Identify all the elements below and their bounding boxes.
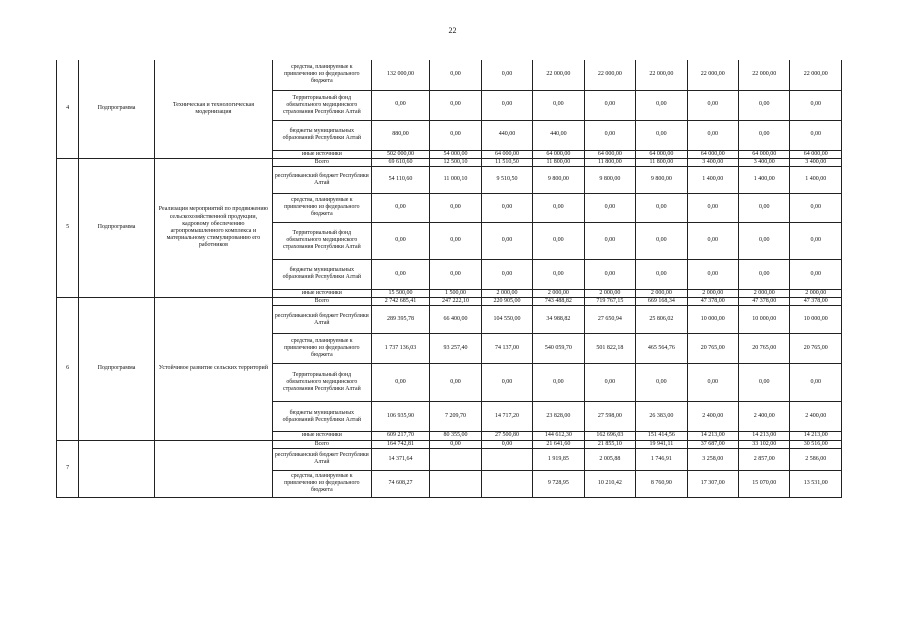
funding-source: средства, планируемые к привлечению из федерального бюджета [272, 470, 371, 497]
table-row [57, 440, 842, 448]
amount-cell: 0,00 [739, 364, 790, 402]
amount-cell: 23 828,00 [533, 402, 584, 432]
amount-cell: 0,00 [371, 259, 430, 289]
amount-cell: 0,00 [430, 90, 481, 120]
amount-cell: 47 378,00 [790, 298, 842, 306]
amount-cell: 8 760,90 [636, 470, 687, 497]
amount-cell: 0,00 [371, 90, 430, 120]
amount-cell: 22 000,00 [584, 60, 635, 90]
amount-cell: 0,00 [481, 364, 532, 402]
program-name [154, 440, 272, 497]
amount-cell: 0,00 [790, 90, 842, 120]
table-row [57, 60, 842, 90]
amount-cell: 22 000,00 [636, 60, 687, 90]
amount-cell: 2 857,00 [739, 448, 790, 470]
amount-cell: 14 213,00 [790, 432, 842, 440]
funding-source: Всего [272, 440, 371, 448]
amount-cell: 0,00 [481, 90, 532, 120]
amount-cell: 1 400,00 [739, 166, 790, 193]
funding-source: республиканский бюджет Республики Алтай [272, 448, 371, 470]
amount-cell: 106 935,90 [371, 402, 430, 432]
amount-cell: 19 941,11 [636, 440, 687, 448]
amount-cell: 9 510,50 [481, 166, 532, 193]
amount-cell: 0,00 [481, 222, 532, 259]
amount-cell: 64 000,00 [533, 150, 584, 158]
amount-cell: 64 000,00 [481, 150, 532, 158]
amount-cell: 1 400,00 [687, 166, 738, 193]
amount-cell: 1 500,00 [430, 289, 481, 297]
amount-cell: 74 608,27 [371, 470, 430, 497]
amount-cell: 10 210,42 [584, 470, 635, 497]
amount-cell: 12 500,10 [430, 158, 481, 166]
row-number: 4 [57, 60, 79, 158]
funding-source: Территориальный фонд обязательного медицинского страхования Республики Алтай [272, 222, 371, 259]
amount-cell: 47 378,00 [739, 298, 790, 306]
amount-cell: 0,00 [371, 222, 430, 259]
amount-cell: 0,00 [481, 60, 532, 90]
amount-cell: 0,00 [481, 259, 532, 289]
amount-cell: 14 213,00 [739, 432, 790, 440]
category-type: Подпрограмма [79, 60, 155, 158]
amount-cell: 0,00 [430, 222, 481, 259]
amount-cell: 27 598,00 [584, 402, 635, 432]
amount-cell: 37 687,00 [687, 440, 738, 448]
amount-cell: 0,00 [636, 364, 687, 402]
amount-cell: 162 696,03 [584, 432, 635, 440]
amount-cell: 465 564,76 [636, 334, 687, 364]
amount-cell: 0,00 [790, 259, 842, 289]
funding-source: Всего [272, 158, 371, 166]
amount-cell: 14 371,64 [371, 448, 430, 470]
amount-cell: 64 000,00 [636, 150, 687, 158]
amount-cell: 22 000,00 [790, 60, 842, 90]
amount-cell: 2 000,00 [687, 289, 738, 297]
amount-cell: 11 510,50 [481, 158, 532, 166]
amount-cell: 1 746,91 [636, 448, 687, 470]
amount-cell: 26 383,00 [636, 402, 687, 432]
amount-cell: 17 307,00 [687, 470, 738, 497]
amount-cell: 144 612,30 [533, 432, 584, 440]
amount-cell: 0,00 [687, 259, 738, 289]
amount-cell: 27 650,94 [584, 306, 635, 334]
amount-cell: 0,00 [636, 222, 687, 259]
amount-cell: 0,00 [790, 193, 842, 222]
amount-cell: 440,00 [533, 120, 584, 150]
amount-cell: 47 378,00 [687, 298, 738, 306]
amount-cell: 0,00 [790, 222, 842, 259]
funding-source: Территориальный фонд обязательного медицинского страхования Республики Алтай [272, 364, 371, 402]
amount-cell: 0,00 [533, 364, 584, 402]
amount-cell: 9 800,00 [533, 166, 584, 193]
amount-cell: 719 767,15 [584, 298, 635, 306]
amount-cell: 15 070,00 [739, 470, 790, 497]
amount-cell: 0,00 [636, 193, 687, 222]
amount-cell: 80 355,00 [430, 432, 481, 440]
program-name: Техническая и технологическая модернизация [154, 60, 272, 158]
row-number: 5 [57, 158, 79, 297]
amount-cell: 2 586,00 [790, 448, 842, 470]
amount-cell: 3 400,00 [739, 158, 790, 166]
amount-cell: 2 000,00 [790, 289, 842, 297]
funding-source: иные источники [272, 432, 371, 440]
amount-cell: 104 550,00 [481, 306, 532, 334]
amount-cell: 30 516,00 [790, 440, 842, 448]
amount-cell: 0,00 [636, 120, 687, 150]
amount-cell: 2 000,00 [584, 289, 635, 297]
amount-cell: 247 222,10 [430, 298, 481, 306]
funding-source: республиканский бюджет Республики Алтай [272, 166, 371, 193]
funding-source: средства, планируемые к привлечению из федерального бюджета [272, 334, 371, 364]
amount-cell [430, 470, 481, 497]
amount-cell: 15 500,00 [371, 289, 430, 297]
amount-cell: 0,00 [533, 90, 584, 120]
amount-cell: 220 905,00 [481, 298, 532, 306]
program-name: Устойчивое развитие сельских территорий [154, 298, 272, 440]
amount-cell: 25 806,02 [636, 306, 687, 334]
amount-cell: 0,00 [739, 193, 790, 222]
program-name: Реализация мероприятий по продвижению сельскохозяйственной продукции, кадровому обеспечению агропромышленного комплекса и материальному стимулированию его работников [154, 158, 272, 297]
amount-cell: 669 168,34 [636, 298, 687, 306]
amount-cell: 2 000,00 [533, 289, 584, 297]
amount-cell: 0,00 [790, 364, 842, 402]
amount-cell: 10 000,00 [687, 306, 738, 334]
amount-cell: 0,00 [371, 364, 430, 402]
amount-cell: 502 000,00 [371, 150, 430, 158]
amount-cell: 3 258,00 [687, 448, 738, 470]
amount-cell: 2 000,00 [739, 289, 790, 297]
amount-cell: 0,00 [430, 60, 481, 90]
amount-cell: 74 137,00 [481, 334, 532, 364]
amount-cell: 27 500,80 [481, 432, 532, 440]
amount-cell: 0,00 [584, 222, 635, 259]
amount-cell: 22 000,00 [533, 60, 584, 90]
amount-cell: 10 000,00 [790, 306, 842, 334]
amount-cell: 540 059,70 [533, 334, 584, 364]
funding-source: иные источники [272, 289, 371, 297]
amount-cell: 0,00 [687, 193, 738, 222]
amount-cell: 14 717,20 [481, 402, 532, 432]
amount-cell: 0,00 [533, 193, 584, 222]
amount-cell: 2 742 685,41 [371, 298, 430, 306]
amount-cell: 0,00 [584, 193, 635, 222]
amount-cell [481, 470, 532, 497]
table-row [57, 298, 842, 306]
amount-cell: 13 531,00 [790, 470, 842, 497]
amount-cell: 0,00 [739, 222, 790, 259]
amount-cell: 7 209,70 [430, 402, 481, 432]
amount-cell: 0,00 [430, 364, 481, 402]
amount-cell: 2 400,00 [790, 402, 842, 432]
amount-cell: 880,00 [371, 120, 430, 150]
amount-cell: 33 102,00 [739, 440, 790, 448]
amount-cell: 11 800,00 [636, 158, 687, 166]
funding-source: средства, планируемые к привлечению из федерального бюджета [272, 60, 371, 90]
amount-cell [481, 448, 532, 470]
funding-source: иные источники [272, 150, 371, 158]
amount-cell: 20 765,00 [739, 334, 790, 364]
category-type: Подпрограмма [79, 298, 155, 440]
amount-cell: 10 000,00 [739, 306, 790, 334]
amount-cell: 1 400,00 [790, 166, 842, 193]
amount-cell: 34 988,82 [533, 306, 584, 334]
funding-source: республиканский бюджет Республики Алтай [272, 306, 371, 334]
funding-source: бюджеты муниципальных образований Республики Алтай [272, 402, 371, 432]
amount-cell: 1 737 136,03 [371, 334, 430, 364]
amount-cell: 2 000,00 [481, 289, 532, 297]
amount-cell: 0,00 [790, 120, 842, 150]
amount-cell: 2 400,00 [687, 402, 738, 432]
amount-cell: 2 400,00 [739, 402, 790, 432]
amount-cell: 0,00 [533, 222, 584, 259]
amount-cell: 20 765,00 [790, 334, 842, 364]
amount-cell: 0,00 [739, 259, 790, 289]
amount-cell: 11 800,00 [584, 158, 635, 166]
amount-cell: 0,00 [687, 120, 738, 150]
amount-cell: 20 765,00 [687, 334, 738, 364]
amount-cell: 0,00 [371, 193, 430, 222]
amount-cell: 11 000,10 [430, 166, 481, 193]
amount-cell: 9 800,00 [636, 166, 687, 193]
amount-cell: 66 400,00 [430, 306, 481, 334]
funding-source: бюджеты муниципальных образований Республики Алтай [272, 120, 371, 150]
row-number: 6 [57, 298, 79, 440]
amount-cell: 54 000,00 [430, 150, 481, 158]
amount-cell: 69 610,60 [371, 158, 430, 166]
amount-cell: 3 400,00 [790, 158, 842, 166]
amount-cell: 64 000,00 [790, 150, 842, 158]
amount-cell: 2 000,00 [636, 289, 687, 297]
amount-cell: 21 855,10 [584, 440, 635, 448]
page-number: 22 [448, 26, 457, 35]
amount-cell: 164 742,81 [371, 440, 430, 448]
funding-source: бюджеты муниципальных образований Республики Алтай [272, 259, 371, 289]
amount-cell: 64 000,00 [739, 150, 790, 158]
amount-cell: 9 800,00 [584, 166, 635, 193]
amount-cell: 64 000,00 [687, 150, 738, 158]
amount-cell [430, 448, 481, 470]
amount-cell: 0,00 [739, 90, 790, 120]
amount-cell: 0,00 [430, 120, 481, 150]
amount-cell: 440,00 [481, 120, 532, 150]
amount-cell: 0,00 [739, 120, 790, 150]
amount-cell: 1 919,85 [533, 448, 584, 470]
amount-cell: 54 110,60 [371, 166, 430, 193]
budget-table [56, 60, 842, 498]
row-number: 7 [57, 440, 79, 497]
amount-cell: 21 641,60 [533, 440, 584, 448]
funding-source: Всего [272, 298, 371, 306]
amount-cell: 0,00 [687, 90, 738, 120]
amount-cell: 0,00 [584, 364, 635, 402]
funding-source: средства, планируемые к привлечению из федерального бюджета [272, 193, 371, 222]
amount-cell: 0,00 [687, 364, 738, 402]
amount-cell: 9 728,95 [533, 470, 584, 497]
amount-cell: 0,00 [430, 193, 481, 222]
amount-cell: 0,00 [430, 440, 481, 448]
amount-cell: 151 414,56 [636, 432, 687, 440]
amount-cell: 0,00 [481, 193, 532, 222]
amount-cell: 501 822,18 [584, 334, 635, 364]
amount-cell: 2 005,88 [584, 448, 635, 470]
amount-cell: 0,00 [584, 120, 635, 150]
category-type: Подпрограмма [79, 158, 155, 297]
amount-cell: 0,00 [584, 90, 635, 120]
amount-cell: 93 257,40 [430, 334, 481, 364]
amount-cell: 3 400,00 [687, 158, 738, 166]
amount-cell: 609 217,70 [371, 432, 430, 440]
amount-cell: 11 800,00 [533, 158, 584, 166]
amount-cell: 22 000,00 [739, 60, 790, 90]
amount-cell: 0,00 [430, 259, 481, 289]
amount-cell: 0,00 [636, 259, 687, 289]
amount-cell: 0,00 [687, 222, 738, 259]
amount-cell: 0,00 [533, 259, 584, 289]
amount-cell: 0,00 [636, 90, 687, 120]
amount-cell: 289 395,78 [371, 306, 430, 334]
amount-cell: 22 000,00 [687, 60, 738, 90]
amount-cell: 743 488,82 [533, 298, 584, 306]
amount-cell: 64 000,00 [584, 150, 635, 158]
funding-source: Территориальный фонд обязательного медицинского страхования Республики Алтай [272, 90, 371, 120]
category-type [79, 440, 155, 497]
amount-cell: 0,00 [584, 259, 635, 289]
table-row [57, 158, 842, 166]
amount-cell: 132 000,00 [371, 60, 430, 90]
amount-cell: 14 213,00 [687, 432, 738, 440]
amount-cell: 0,00 [481, 440, 532, 448]
